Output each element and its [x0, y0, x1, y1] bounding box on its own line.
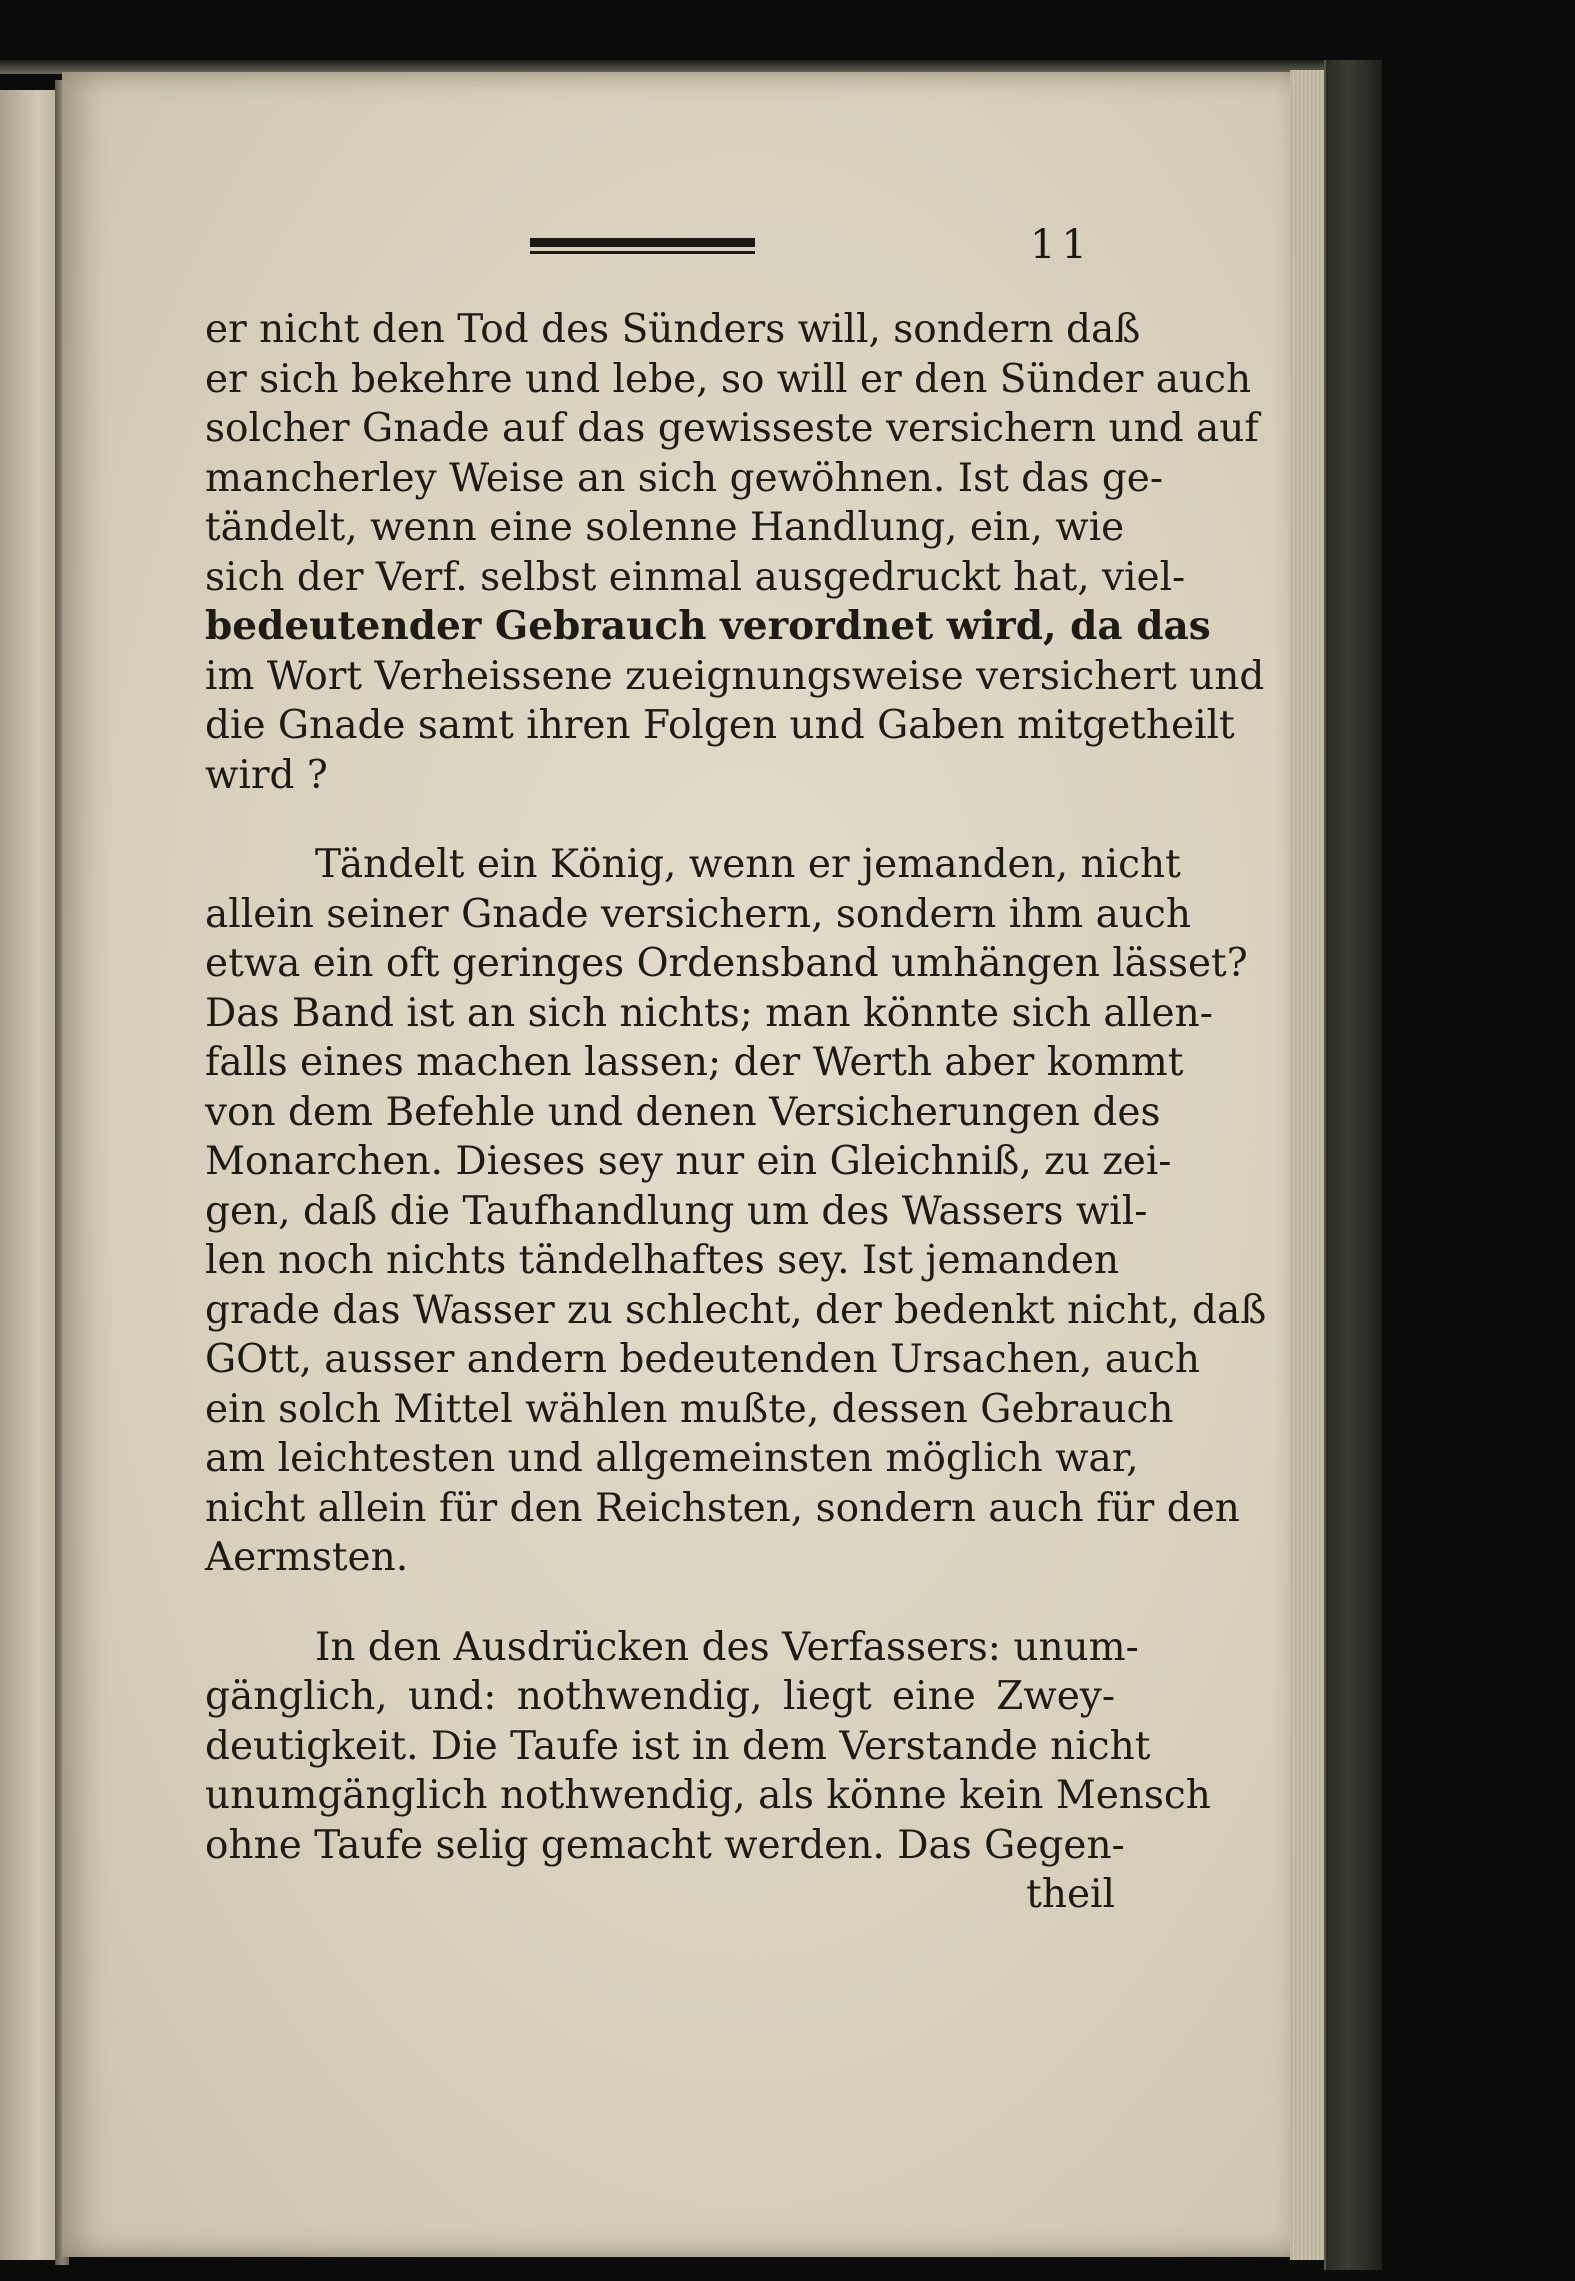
text-line: tändelt, wenn eine solenne Handlung, ein, wie — [205, 505, 1125, 550]
text-line: len noch nichts tändelhaftes sey. Ist jemanden — [205, 1238, 1120, 1283]
paragraph-gap — [205, 800, 1115, 840]
text-line: Tändelt ein König, wenn er jemanden, nicht — [315, 842, 1181, 887]
text-line: falls eines machen lassen; der Werth aber kommt — [205, 1040, 1184, 1085]
text-line: ohne Taufe selig gemacht werden. Das Gegen- — [205, 1822, 1125, 1868]
text-line: die Gnade samt ihren Folgen und Gaben mitgetheilt — [205, 703, 1235, 748]
text-line: im Wort Verheissene zueignungsweise versichert und — [205, 653, 1265, 699]
page-edges — [1290, 70, 1324, 2260]
text-line: Monarchen. Dieses sey nur ein Gleichniß, zu zei- — [205, 1139, 1172, 1184]
text-line: ein solch Mittel wählen mußte, dessen Gebrauch — [205, 1386, 1174, 1432]
facing-page-edge — [0, 90, 62, 2260]
text-line: etwa ein oft geringes Ordensband umhängen lässet? — [205, 941, 1248, 986]
text-line: allein seiner Gnade versichern, sondern ihm auch — [205, 891, 1191, 937]
text-line: solcher Gnade auf das gewisseste versichern und auf — [205, 406, 1259, 451]
text-line: In den Ausdrücken des Verfassers: unum- — [315, 1624, 1139, 1670]
text-line: unumgänglich nothwendig, als könne kein Mensch — [205, 1773, 1211, 1818]
text-line: gänglich, und: nothwendig, liegt eine Zwey- — [205, 1674, 1115, 1719]
paragraph-gap — [205, 1583, 1115, 1623]
text-line: deutigkeit. Die Taufe ist in dem Verstande nicht — [205, 1723, 1151, 1769]
header-rule — [530, 238, 755, 254]
text-line: am leichtesten und allgemeinsten möglich war, — [205, 1436, 1139, 1481]
body-text — [205, 305, 1267, 1920]
text-line: er nicht den Tod des Sünders will, sondern daß — [205, 307, 1141, 352]
text-line: gen, daß die Taufhandlung um des Wassers wil- — [205, 1188, 1148, 1234]
text-line: er sich bekehre und lebe, so will er den Sünder auch — [205, 356, 1252, 402]
text-line: grade das Wasser zu schlecht, der bedenkt nicht, daß — [205, 1287, 1267, 1333]
catchword: theil — [1026, 1872, 1115, 1917]
text-line: Aermsten. — [205, 1535, 409, 1580]
text-line: wird ? — [205, 752, 328, 798]
book-cover-board — [1324, 60, 1382, 2270]
text-line: von dem Befehle und denen Versicherungen des — [205, 1089, 1161, 1135]
text-line: mancherley Weise an sich gewöhnen. Ist das ge- — [205, 455, 1164, 501]
text-line: GOtt, ausser andern bedeutenden Ursachen, auch — [205, 1337, 1201, 1382]
text-line: Das Band ist an sich nichts; man könnte sich allen- — [205, 990, 1213, 1036]
text-line: nicht allein für den Reichsten, sondern auch für den — [205, 1485, 1240, 1531]
text-line: bedeutender Gebrauch verordnet wird, da das — [205, 603, 1211, 649]
page-number: 11 — [1030, 222, 1093, 268]
text-line: sich der Verf. selbst einmal ausgedruckt hat, viel- — [205, 554, 1186, 600]
